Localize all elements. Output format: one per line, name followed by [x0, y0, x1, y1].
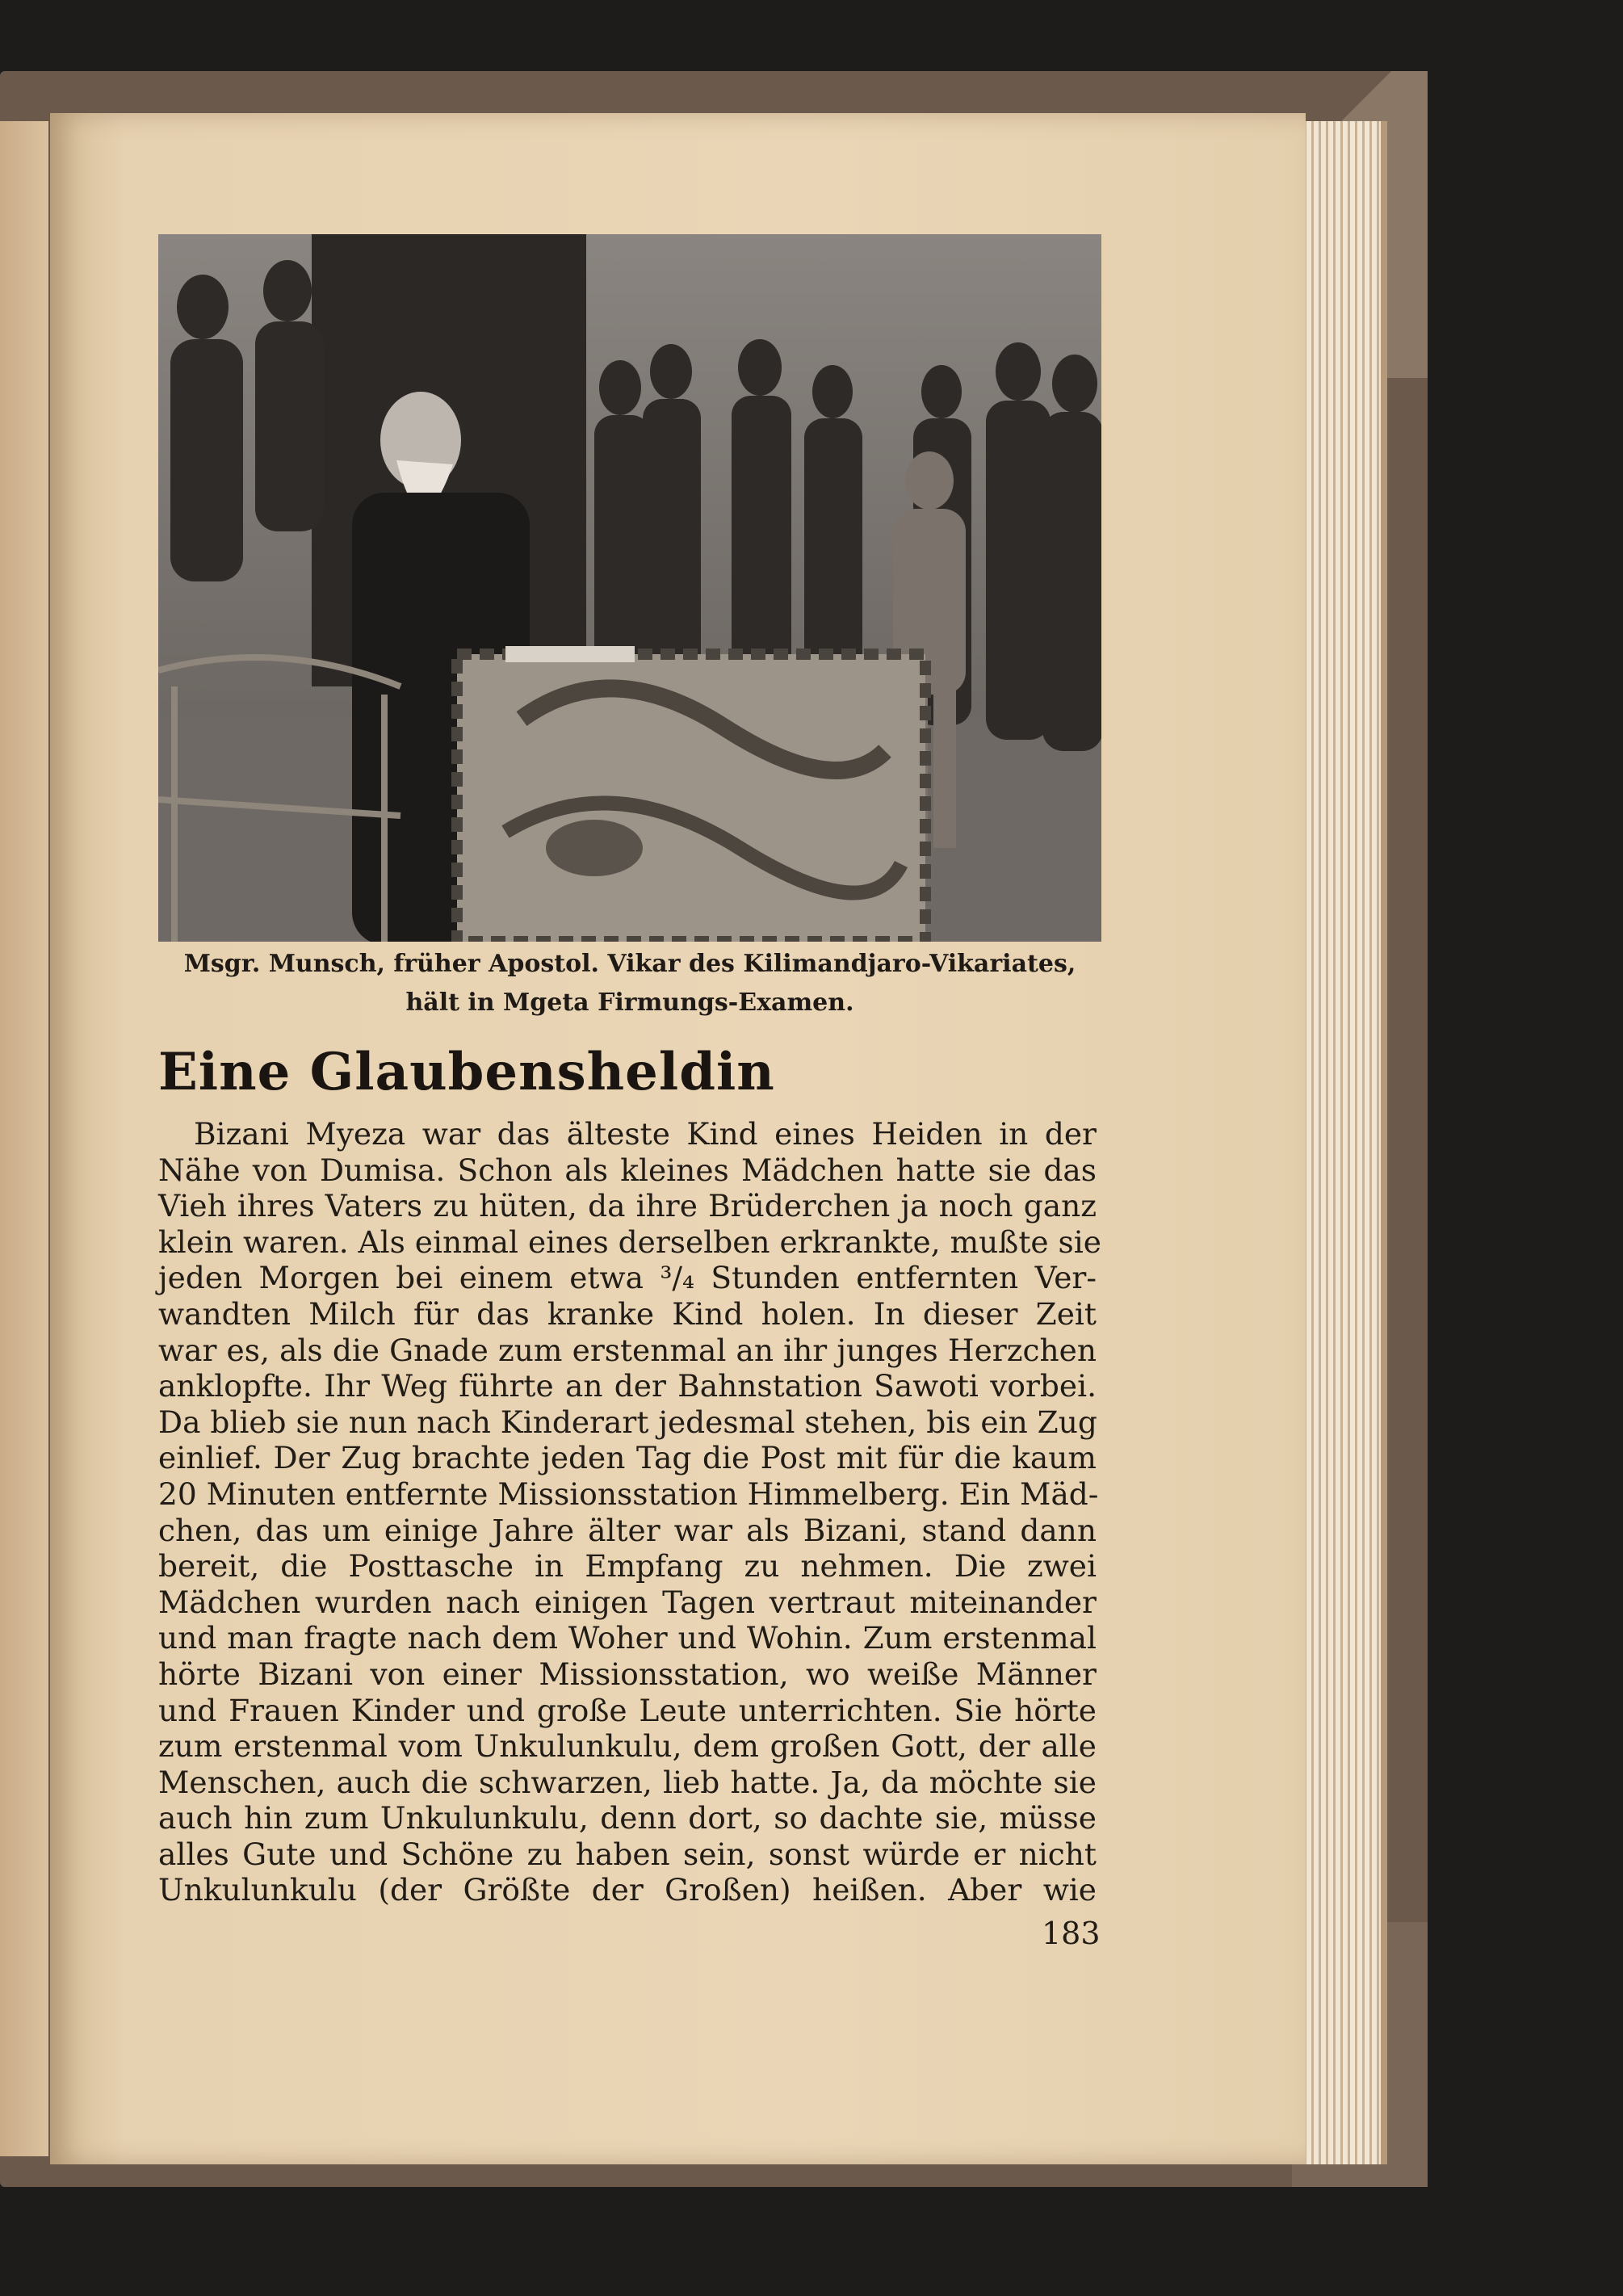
text-line: Vieh ihres Vaters zu hüten, da ihre Brüderchen ja noch ganz [158, 1188, 1097, 1224]
text-line: alles Gute und Schöne zu haben sein, sonst würde er nicht [158, 1836, 1097, 1872]
text-line: Menschen, auch die schwarzen, lieb hatte. Ja, da möchte sie [158, 1764, 1097, 1800]
page-edges [1292, 121, 1387, 2164]
section-heading: Eine Glaubensheldin [158, 1042, 775, 1102]
text-line: hörte Bizani von einer Missionsstation, wo weiße Männer [158, 1656, 1097, 1692]
caption-line-1: Msgr. Munsch, früher Apostol. Vikar des Kilimandjaro-Vikariates, [183, 950, 1076, 978]
page-number: 183 [1042, 1916, 1101, 1951]
text-line: bereit, die Posttasche in Empfang zu nehmen. Die zwei [158, 1548, 1097, 1585]
body-text [158, 1116, 1101, 1908]
text-line: Da blieb sie nun nach Kinderart jedesmal stehen, bis ein Zug [158, 1404, 1097, 1440]
text-line: jeden Morgen bei einem etwa ³/₄ Stunden entfernten Ver- [158, 1260, 1097, 1296]
text-line: zum erstenmal vom Unkulunkulu, dem großen Gott, der alle [158, 1728, 1097, 1765]
text-line: Mädchen wurden nach einigen Tagen vertraut miteinander [158, 1584, 1097, 1620]
text-line: und man fragte nach dem Woher und Wohin. Zum erstenmal [158, 1620, 1097, 1656]
text-line: anklopfte. Ihr Weg führte an der Bahnstation Sawoti vorbei. [158, 1368, 1097, 1404]
text-line: Unkulunkulu (der Größte der Großen) heißen. Aber wie [158, 1872, 1097, 1908]
text-line: Bizani Myeza war das älteste Kind eines Heiden in der [194, 1116, 1097, 1152]
text-line: wandten Milch für das kranke Kind holen. In dieser Zeit [158, 1295, 1097, 1332]
text-line: klein waren. Als einmal eines derselben erkrankte, mußte sie [158, 1224, 1101, 1260]
text-line: einlief. Der Zug brachte jeden Tag die Post mit für die kaum [158, 1440, 1097, 1476]
caption-line-2: hält in Mgeta Firmungs-Examen. [405, 988, 854, 1017]
text-line: und Frauen Kinder und große Leute unterrichten. Sie hörte [158, 1692, 1097, 1728]
photo-illustration-icon [158, 234, 1101, 942]
text-line: auch hin zum Unkulunkulu, denn dort, so dachte sie, müsse [158, 1800, 1097, 1836]
text-line: Nähe von Dumisa. Schon als kleines Mädchen hatte sie das [158, 1152, 1097, 1188]
text-line: 20 Minuten entfernte Missionsstation Himmelberg. Ein Mäd- [158, 1475, 1099, 1512]
text-line: chen, das um einige Jahre älter war als Bizani, stand dann [158, 1512, 1097, 1548]
previous-page-edge [0, 121, 48, 2156]
text-line: war es, als die Gnade zum erstenmal an ihr junges Herzchen [158, 1332, 1097, 1368]
photograph [158, 234, 1101, 942]
photo-caption [158, 945, 1101, 1022]
